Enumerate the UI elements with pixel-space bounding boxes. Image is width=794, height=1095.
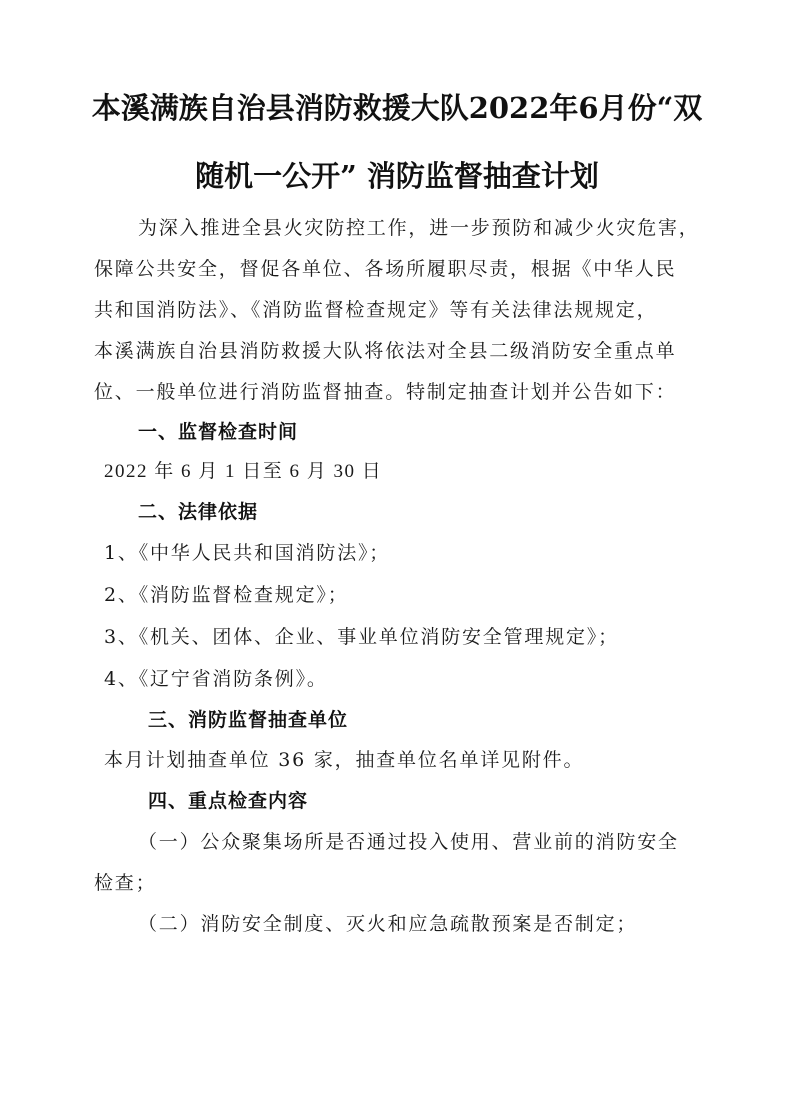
section-3-text: 本月计划抽查单位 36 家，抽查单位名单详见附件。: [104, 749, 585, 771]
intro-paragraph-line-2: 保障公共安全，督促各单位、各场所履职尽责，根据《中华人民: [94, 258, 677, 280]
document-title-line-1: 本溪满族自治县消防救援大队2022年6月份“双: [91, 91, 703, 125]
law-item-2: 2、《消防监督检查规定》；: [104, 584, 349, 606]
law-item-1: 1、《中华人民共和国消防法》；: [104, 542, 391, 564]
section-1-text: 2022 年 6 月 1 日至 6 月 30 日: [104, 461, 383, 482]
section-3-heading: 三、消防监督抽查单位: [148, 709, 349, 731]
check-item-2: （二）消防安全制度、灭火和应急疏散预案是否制定；: [138, 913, 638, 935]
law-item-4: 4、《辽宁省消防条例》。: [104, 668, 328, 690]
intro-paragraph-line-5: 位、一般单位进行消防监督抽查。特制定抽查计划并公告如下：: [94, 381, 677, 403]
section-2-heading: 二、法律依据: [138, 501, 259, 523]
section-1-heading: 一、监督检查时间: [138, 421, 299, 443]
intro-paragraph-line-1: 为深入推进全县火灾防控工作，进一步预防和减少火灾危害，: [138, 217, 700, 239]
check-item-1-line-2: 检查；: [94, 872, 157, 894]
law-item-3: 3、《机关、团体、企业、事业单位消防安全管理规定》；: [104, 626, 619, 648]
intro-paragraph-line-4: 本溪满族自治县消防救援大队将依法对全县二级消防安全重点单: [94, 340, 677, 362]
document-title-line-2: 随机一公开” 消防监督抽查计划: [195, 159, 599, 193]
intro-paragraph-line-3: 共和国消防法》、《消防监督检查规定》等有关法律法规规定，: [94, 299, 658, 321]
section-4-heading: 四、重点检查内容: [148, 790, 309, 812]
check-item-1-line-1: （一）公众聚集场所是否通过投入使用、营业前的消防安全: [138, 831, 679, 853]
